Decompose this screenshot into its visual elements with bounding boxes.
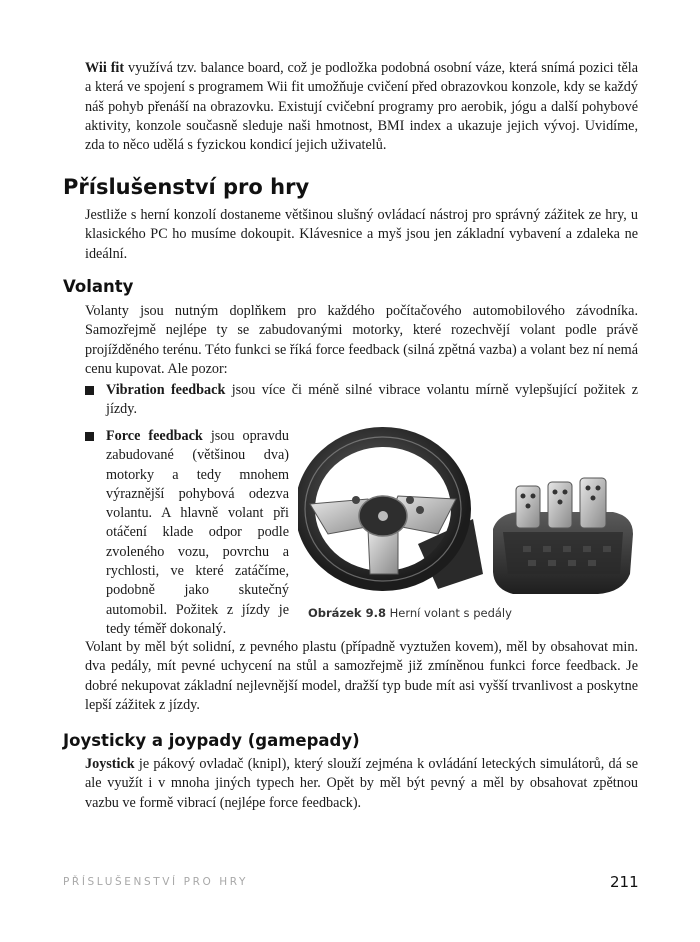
steering-wheel-figure	[298, 424, 638, 624]
figure-caption	[308, 606, 512, 620]
section-paragraph: Jestliže s herní konzolí dostaneme většinou slušný ovládací nástroj pro správný zážitek ze hry, u klasického PC ho musíme dokoupit. Klávesnice a myš jsou jen základní vybavení a zdaleka ne ideální.	[85, 207, 638, 262]
section-heading: Příslušenství pro hry	[63, 175, 310, 199]
volanty-after-paragraph: Volant by měl být solidní, z pevného plastu (případně vyztužen kovem), měl by obsahovat min. dva pedály, mít pevné uchycení na stůl a samozřejmě již zmíněnou funkci force feedback. Je dobré nekupovat základní nejlevnější model, dražší typ bude mít asi vyšší trvanlivost a poskytne lepší zážitek z jízdy.	[85, 639, 638, 713]
bullet-body: jsou opravdu zabudované (většinou dva) motorky a tedy mnohem výraznější pohybová odezva volantu. A hlavně volant při otáčení klade odpor podle zvoleného vozu, povrchu a rychlosti, ve které zatáčíme, podobně jako skutečný automobil. Požitek z jízdy je tedy téměř dokonalý.	[106, 428, 289, 637]
joysticky-text: je pákový ovladač (knipl), který slouží zejména k ovládání leteckých simulátorů, dá se ale využít i v mnoha jiných typech her. Opět by měl být pevný a měl by obsahovat zpětnou vazbu ve formě vibrací (nejlépe force feedback).	[85, 756, 638, 811]
bullet-text	[106, 427, 289, 639]
intro-term: Wii fit	[85, 60, 125, 76]
running-head: PŘÍSLUŠENSTVÍ PRO HRY	[63, 876, 249, 888]
intro-text: využívá tzv. balance board, což je podložka podobná osobní váze, která snímá pozici těla a která ve spojení s programem Wii fit umožňuje cvičení před obrazovkou konzole, kdy se každý náš pohyb přenáší na obrazovku. Existují cvičební programy pro aerobik, jógu a další pohybové aktivity, konzole současně sleduje naši hmotnost, BMI index a ukazuje jejich vývoj. Uvidíme, zda to něco udělá s fyzickou kondicí jejich uživatelů.	[85, 60, 638, 154]
intro-paragraph	[85, 59, 638, 155]
bullet-term: Force feedback	[106, 428, 203, 444]
bullet-body: jsou více či méně silné vibrace volantu mírně vylepšující požitek z jízdy.	[106, 382, 638, 418]
figure-label: Obrázek 9.8	[308, 606, 386, 620]
joysticky-heading: Joysticky a joypady (gamepady)	[63, 731, 360, 750]
bullet-square-icon	[85, 432, 94, 441]
joysticky-term: Joystick	[85, 756, 135, 772]
page-number: 211	[610, 873, 639, 891]
bullet-square-icon	[85, 386, 94, 395]
bullet-term: Vibration feedback	[106, 382, 226, 398]
volanty-heading: Volanty	[63, 277, 134, 296]
joysticky-paragraph	[85, 755, 638, 813]
steering-wheel-drawing	[305, 437, 483, 589]
figure-caption-text: Herní volant s pedály	[385, 606, 512, 620]
volanty-paragraph: Volanty jsou nutným doplňkem pro každého počítačového automobilového závodníka. Samozřejmě nejlépe ty se zabudovanými motorky, které rozechvějí volant podle právě projížděného terénu. Této funkci se říká force feedback (silná zpětná vazba) a volant bez ní nemá cenu kupovat. Ale pozor:	[85, 303, 638, 377]
pedals-drawing	[493, 478, 633, 594]
bullet-text	[106, 381, 638, 420]
